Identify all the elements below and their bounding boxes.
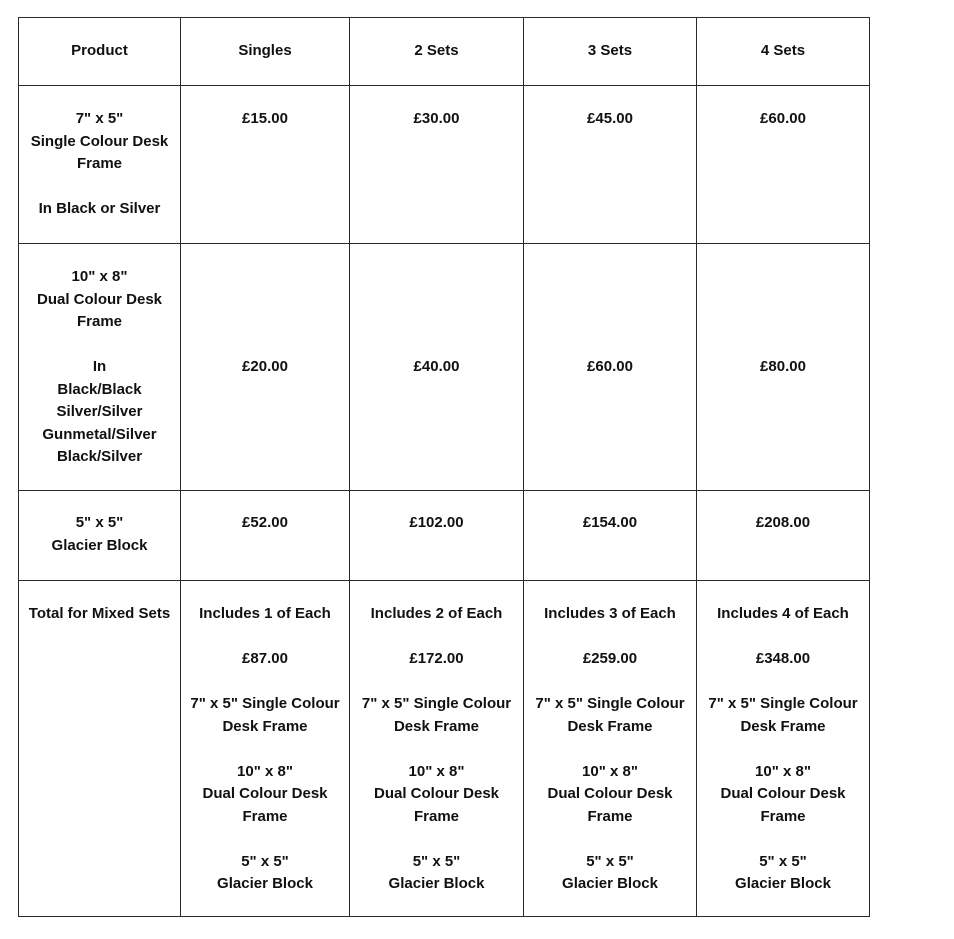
mixed-item: Desk Frame: [567, 717, 653, 735]
mixed-price: £172.00: [409, 650, 464, 667]
mixed-item: 7" x 5" Single Colour: [535, 695, 685, 712]
product-cell: [19, 491, 181, 581]
mixed-includes: Includes 4 of Each: [717, 605, 849, 622]
price-3-sets: £60.00: [524, 244, 697, 491]
price-2-sets: £102.00: [350, 491, 524, 581]
product-name: Frame: [76, 313, 123, 330]
pricing-table-container: [18, 17, 870, 917]
mixed-item: Frame: [760, 807, 806, 825]
mixed-includes: Includes 3 of Each: [544, 605, 676, 622]
mixed-price: £348.00: [755, 650, 811, 667]
mixed-set-cell: [524, 581, 697, 917]
header-product: Product: [19, 18, 181, 86]
mixed-item: Desk Frame: [740, 717, 826, 735]
mixed-item: 5" x 5": [586, 852, 634, 870]
product-name: Glacier Block: [51, 536, 148, 554]
mixed-item: Dual Colour Desk: [373, 785, 500, 802]
price-4-sets: £208.00: [697, 491, 870, 581]
mixed-price: £87.00: [242, 650, 288, 667]
mixed-item: 7" x 5" Single Colour: [708, 695, 858, 712]
mixed-item: 7" x 5" Single Colour: [190, 695, 340, 712]
price-4-sets: £60.00: [697, 86, 870, 244]
mixed-item: Frame: [587, 807, 633, 825]
mixed-item: Dual Colour Desk: [202, 785, 328, 802]
product-colour-option: Gunmetal/Silver: [42, 425, 157, 443]
header-3-sets: 3 Sets: [524, 18, 697, 86]
mixed-item: 10" x 8": [237, 762, 293, 780]
product-colour-option: Black/Black: [57, 380, 142, 398]
mixed-item: Glacier Block: [735, 875, 831, 892]
table-row: [19, 86, 870, 244]
mixed-set-cell: [697, 581, 870, 917]
mixed-item: Frame: [242, 807, 288, 825]
product-size: 7" x 5": [75, 110, 124, 127]
mixed-item: Dual Colour Desk: [720, 785, 846, 802]
mixed-item: 7" x 5" Single Colour: [361, 695, 512, 712]
mixed-item: Dual Colour Desk: [547, 785, 673, 802]
price-singles: £52.00: [181, 491, 350, 581]
price-3-sets: £45.00: [524, 86, 697, 244]
mixed-item: Glacier Block: [217, 875, 313, 892]
mixed-includes: Includes 1 of Each: [199, 605, 331, 622]
pricing-table: [18, 17, 870, 917]
product-name: Frame: [76, 155, 123, 172]
header-2-sets: 2 Sets: [350, 18, 524, 86]
mixed-item: Glacier Block: [562, 875, 658, 892]
table-row: [19, 244, 870, 491]
mixed-includes: Includes 2 of Each: [370, 605, 503, 622]
price-3-sets: £154.00: [524, 491, 697, 581]
mixed-item: Desk Frame: [222, 717, 308, 735]
price-4-sets: £80.00: [697, 244, 870, 491]
price-2-sets: £40.00: [350, 244, 524, 491]
price-2-sets: £30.00: [350, 86, 524, 244]
mixed-sets-label: Total for Mixed Sets: [19, 581, 181, 917]
mixed-item: 10" x 8": [582, 762, 638, 780]
product-name: Single Colour Desk: [30, 132, 169, 150]
product-colour-note: In: [92, 358, 107, 375]
header-singles: Singles: [181, 18, 350, 86]
mixed-item: Frame: [413, 807, 460, 825]
mixed-set-cell: [350, 581, 524, 917]
mixed-item: 5" x 5": [241, 852, 289, 870]
header-4-sets: 4 Sets: [697, 18, 870, 86]
product-size: 10" x 8": [71, 268, 128, 285]
product-size: 5" x 5": [75, 514, 124, 531]
product-cell: [19, 86, 181, 244]
header-row: [19, 18, 870, 86]
mixed-item: 5" x 5": [759, 852, 807, 870]
product-colour-option: Silver/Silver: [56, 403, 143, 420]
mixed-sets-row: [19, 581, 870, 917]
mixed-item: 5" x 5": [412, 852, 461, 870]
price-singles: £20.00: [181, 244, 350, 491]
mixed-item: Glacier Block: [388, 875, 485, 892]
mixed-set-cell: [181, 581, 350, 917]
product-colour-option: Black/Silver: [56, 448, 143, 465]
table-row: [19, 491, 870, 581]
mixed-item: 10" x 8": [408, 762, 465, 780]
mixed-price: £259.00: [582, 650, 638, 667]
price-singles: £15.00: [181, 86, 350, 244]
product-colour-note: In Black or Silver: [38, 200, 161, 217]
mixed-item: Desk Frame: [393, 717, 480, 735]
mixed-item: 10" x 8": [755, 762, 811, 780]
product-name: Dual Colour Desk: [36, 290, 163, 308]
product-cell: [19, 244, 181, 491]
